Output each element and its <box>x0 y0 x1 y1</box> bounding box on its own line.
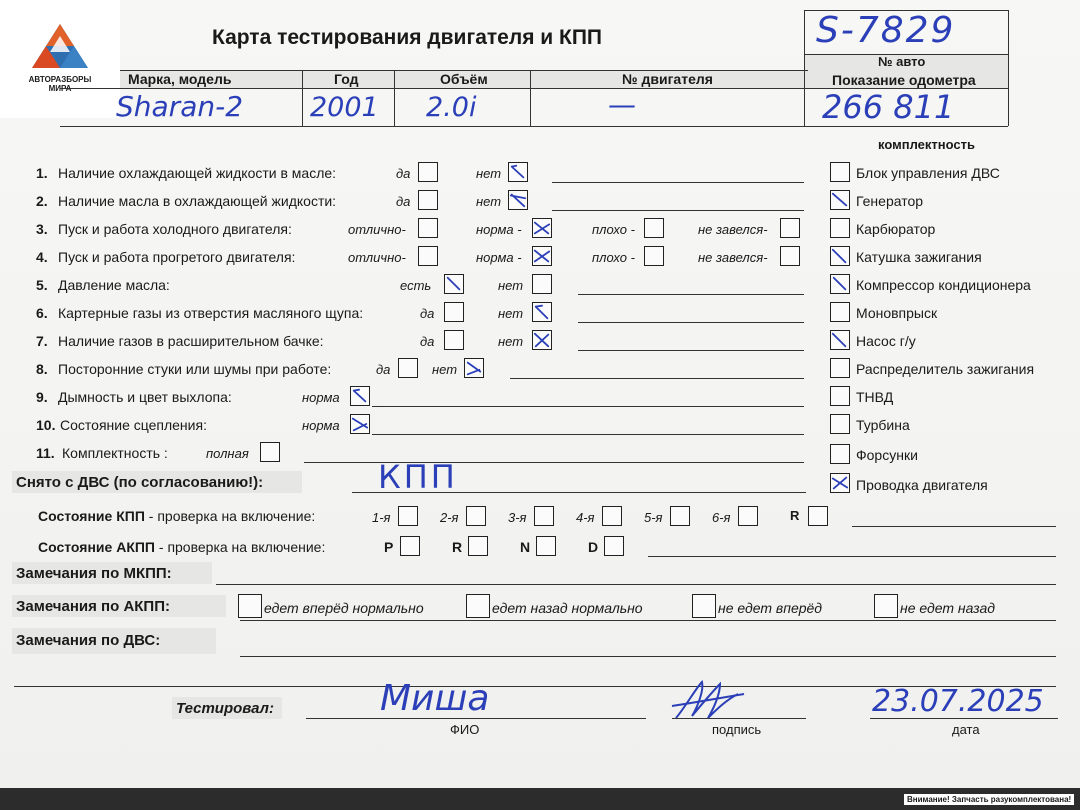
component-checkbox[interactable] <box>830 246 850 266</box>
component-label: Распределитель зажигания <box>856 361 1035 377</box>
option-label: нет <box>498 306 524 321</box>
akpp-option-checkbox[interactable] <box>238 594 262 618</box>
checkbox-full[interactable] <box>260 442 280 462</box>
row-number: 7. <box>36 333 48 349</box>
option-label: да <box>420 334 435 349</box>
row-number: 2. <box>36 193 48 209</box>
option-label: не завелся- <box>698 222 768 237</box>
check-mark-icon <box>445 275 463 293</box>
signature-caption: подпись <box>712 722 762 737</box>
gear-label: 4-я <box>576 510 595 525</box>
check-mark-icon <box>533 331 551 349</box>
row-label: Наличие масла в охлаждающей жидкости: <box>58 193 337 209</box>
row-number: 5. <box>36 277 48 293</box>
option-label: норма - <box>476 250 522 265</box>
row-label: Давление масла: <box>58 277 170 293</box>
component-label: Компрессор кондиционера <box>856 277 1031 293</box>
removed-label: Снято с ДВС (по согласованию!): <box>16 474 264 491</box>
component-checkbox[interactable] <box>830 274 850 294</box>
check-mark-icon <box>831 191 849 209</box>
year-value: 2001 <box>310 92 379 123</box>
checkbox-present[interactable] <box>444 274 464 294</box>
checkbox-absent[interactable] <box>532 274 552 294</box>
component-label: Форсунки <box>856 447 918 463</box>
checkbox-normal[interactable] <box>350 386 370 406</box>
engine-number-value: — <box>608 88 636 121</box>
header-year: Год <box>334 71 359 87</box>
checkbox-bad[interactable] <box>644 218 664 238</box>
name-caption: ФИО <box>450 722 480 737</box>
gear-label: 2-я <box>440 510 459 525</box>
mode-checkbox[interactable] <box>468 536 488 556</box>
mode-label: R <box>452 539 463 555</box>
header-engine-number: № двигателя <box>622 71 713 87</box>
akpp-option-checkbox[interactable] <box>874 594 898 618</box>
triangle-logo-icon <box>30 22 90 72</box>
component-checkbox[interactable] <box>830 218 850 238</box>
akpp-option-checkbox[interactable] <box>466 594 490 618</box>
option-label: полная <box>206 446 249 461</box>
row-number: 10. <box>36 417 56 433</box>
row-label: Пуск и работа прогретого двигателя: <box>58 249 296 265</box>
component-checkbox[interactable] <box>830 473 850 493</box>
component-checkbox[interactable] <box>830 414 850 434</box>
checkbox-yes[interactable] <box>418 190 438 210</box>
option-label: норма <box>302 390 340 405</box>
option-label: отлично- <box>348 222 406 237</box>
test-date: 23.07.2025 <box>872 684 1044 719</box>
option-label: нет <box>498 278 524 293</box>
row-label: Наличие охлаждающей жидкости в масле: <box>58 165 337 181</box>
checkbox-no[interactable] <box>508 162 528 182</box>
akpp-option-label: едет вперёд нормально <box>264 600 424 616</box>
component-label: Моновпрыск <box>856 305 938 321</box>
header-model: Марка, модель <box>128 71 232 87</box>
car-number-label: № авто <box>878 54 926 69</box>
car-number-value: S-7829 <box>816 10 956 51</box>
checkbox-bad[interactable] <box>644 246 664 266</box>
component-checkbox[interactable] <box>830 386 850 406</box>
check-mark-icon <box>533 219 551 237</box>
page-title: Карта тестирования двигателя и КПП <box>212 26 603 49</box>
row-label: Посторонние стуки или шумы при работе: <box>58 361 332 377</box>
check-mark-icon <box>509 163 527 181</box>
check-mark-icon <box>831 247 849 265</box>
mode-checkbox[interactable] <box>604 536 624 556</box>
option-label: плохо - <box>592 250 635 265</box>
check-mark-icon <box>509 191 527 209</box>
kpp-label: Состояние КПП - проверка на включение: <box>38 508 316 524</box>
checkbox-not-started[interactable] <box>780 246 800 266</box>
gear-label: 3-я <box>508 510 527 525</box>
component-label: Проводка двигателя <box>856 477 988 493</box>
checkbox-no[interactable] <box>532 330 552 350</box>
row-label: Картерные газы из отверстия масляного щупа: <box>58 305 364 321</box>
remarks-mkpp-label: Замечания по МКПП: <box>16 565 172 582</box>
row-number: 8. <box>36 361 48 377</box>
checkbox-yes[interactable] <box>444 302 464 322</box>
model-value: Sharan-2 <box>116 90 244 123</box>
mode-label: D <box>588 539 599 555</box>
akpp-option-checkbox[interactable] <box>692 594 716 618</box>
option-label: плохо - <box>592 222 635 237</box>
checkbox-no[interactable] <box>508 190 528 210</box>
row-number: 1. <box>36 165 48 181</box>
gear-label: 1-я <box>372 510 391 525</box>
row-number: 9. <box>36 389 48 405</box>
checkbox-excellent[interactable] <box>418 246 438 266</box>
component-checkbox[interactable] <box>830 302 850 322</box>
header-volume: Объём <box>440 71 488 87</box>
logo-text-line1: АВТОРАЗБОРЫ <box>28 75 92 84</box>
check-mark-icon <box>351 387 369 405</box>
component-checkbox[interactable] <box>830 358 850 378</box>
component-label: Насос г/у <box>856 333 916 349</box>
completeness-title: комплектность <box>878 137 975 152</box>
option-label: нет <box>498 334 524 349</box>
option-label: да <box>376 362 391 377</box>
removed-value: КПП <box>378 458 458 496</box>
gear-checkbox[interactable] <box>602 506 622 526</box>
gear-checkbox[interactable] <box>466 506 486 526</box>
company-logo <box>0 0 120 118</box>
component-checkbox[interactable] <box>830 162 850 182</box>
gear-checkbox[interactable] <box>670 506 690 526</box>
option-label: норма - <box>476 222 522 237</box>
checkbox-excellent[interactable] <box>418 218 438 238</box>
component-checkbox[interactable] <box>830 330 850 350</box>
gear-checkbox[interactable] <box>738 506 758 526</box>
option-label: отлично- <box>348 250 406 265</box>
row-number: 4. <box>36 249 48 265</box>
gear-checkbox[interactable] <box>398 506 418 526</box>
row-number: 11. <box>36 445 55 461</box>
option-label: нет <box>476 194 502 209</box>
date-caption: дата <box>952 722 980 737</box>
check-mark-icon <box>533 247 551 265</box>
option-label: да <box>396 194 411 209</box>
option-label: есть <box>400 278 432 293</box>
volume-value: 2.0i <box>426 92 477 123</box>
akpp-option-label: едет назад нормально <box>492 600 643 616</box>
option-label: норма <box>302 418 340 433</box>
gear-checkbox[interactable] <box>808 506 828 526</box>
checkbox-normal[interactable] <box>532 218 552 238</box>
gear-label: R <box>790 508 800 523</box>
check-mark-icon <box>831 331 849 349</box>
odometer-value: 266 811 <box>822 88 955 126</box>
component-label: Турбина <box>856 417 910 433</box>
check-mark-icon <box>533 303 551 321</box>
row-number: 6. <box>36 305 48 321</box>
odometer-label: Показание одометра <box>832 72 976 88</box>
tester-name: Миша <box>380 678 490 719</box>
check-mark-icon <box>351 415 369 433</box>
row-label: Пуск и работа холодного двигателя: <box>58 221 292 237</box>
row-label: Комплектность : <box>62 445 168 461</box>
option-label: нет <box>476 166 502 181</box>
component-label: ТНВД <box>856 389 894 405</box>
component-label: Катушка зажигания <box>856 249 982 265</box>
gear-label: 6-я <box>712 510 731 525</box>
row-number: 3. <box>36 221 48 237</box>
component-checkbox[interactable] <box>830 190 850 210</box>
option-label: да <box>396 166 411 181</box>
tested-by-label: Тестировал: <box>176 700 274 717</box>
checkbox-no[interactable] <box>464 358 484 378</box>
checkbox-yes[interactable] <box>418 162 438 182</box>
checkbox-no[interactable] <box>532 302 552 322</box>
check-mark-icon <box>831 275 849 293</box>
option-label: не завелся- <box>698 250 768 265</box>
akpp-option-label: не едет назад <box>900 600 995 616</box>
checkbox-normal[interactable] <box>350 414 370 434</box>
gear-checkbox[interactable] <box>534 506 554 526</box>
option-label: да <box>420 306 435 321</box>
mode-label: N <box>520 539 531 555</box>
checkbox-yes[interactable] <box>398 358 418 378</box>
gear-label: 5-я <box>644 510 663 525</box>
component-label: Карбюратор <box>856 221 936 237</box>
row-label: Состояние сцепления: <box>60 417 207 433</box>
remarks-akpp-label: Замечания по АКПП: <box>16 598 170 615</box>
remarks-dvs-label: Замечания по ДВС: <box>16 632 161 649</box>
option-label: нет <box>432 362 458 377</box>
mode-label: P <box>384 539 394 555</box>
check-mark-icon <box>831 474 849 492</box>
akpp-option-label: не едет вперёд <box>718 600 823 616</box>
checkbox-not-started[interactable] <box>780 218 800 238</box>
row-label: Дымность и цвет выхлопа: <box>58 389 232 405</box>
component-checkbox[interactable] <box>830 444 850 464</box>
checkbox-normal[interactable] <box>532 246 552 266</box>
akpp-label: Состояние АКПП - проверка на включение: <box>38 539 326 555</box>
component-label: Блок управления ДВС <box>856 165 1000 181</box>
warning-label: Внимание! Запчасть разукомплектована! <box>904 794 1074 805</box>
row-label: Наличие газов в расширительном бачке: <box>58 333 324 349</box>
check-mark-icon <box>465 359 483 377</box>
component-label: Генератор <box>856 193 924 209</box>
mode-checkbox[interactable] <box>536 536 556 556</box>
checkbox-yes[interactable] <box>444 330 464 350</box>
mode-checkbox[interactable] <box>400 536 420 556</box>
logo-text-line2: МИРА <box>48 84 72 93</box>
table-bottom-line <box>60 126 1008 127</box>
